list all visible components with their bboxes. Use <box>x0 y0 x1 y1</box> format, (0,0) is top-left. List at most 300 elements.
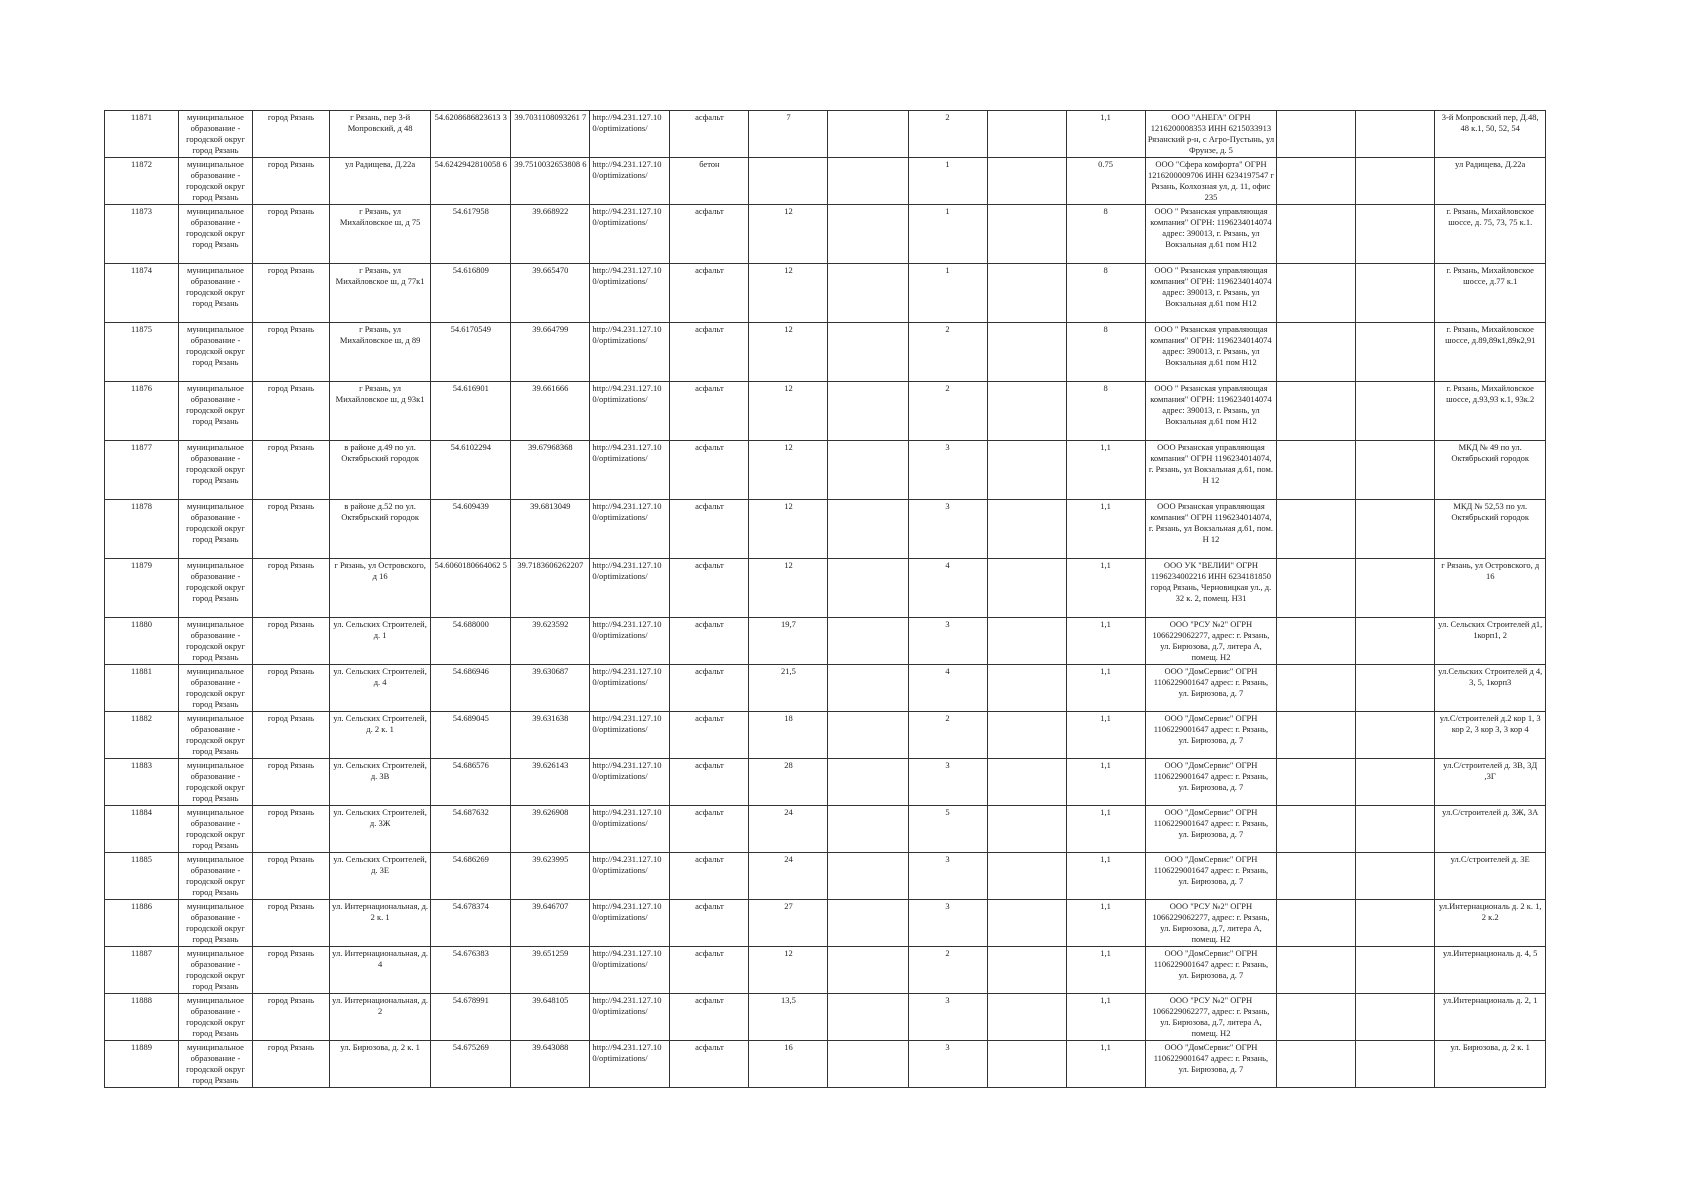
cell-volume: 1,1 <box>1066 994 1145 1041</box>
cell-blank-3 <box>1277 853 1356 900</box>
cell-volume: 1,1 <box>1066 559 1145 618</box>
cell-blank-4 <box>1356 712 1435 759</box>
cell-municipality: муниципальное образование - городской округ город Рязань <box>178 759 252 806</box>
cell-blank-1 <box>828 994 908 1041</box>
cell-id: 11888 <box>105 994 179 1041</box>
table-body <box>105 111 1546 1088</box>
cell-blank-4 <box>1356 382 1435 441</box>
cell-served-buildings: ул.Интернациональ д. 2, 1 <box>1435 994 1546 1041</box>
cell-longitude: 39.646707 <box>511 900 590 947</box>
cell-address: ул. Сельских Строителей, д. 2 к. 1 <box>329 712 430 759</box>
cell-longitude: 39.623995 <box>511 853 590 900</box>
cell-area: 16 <box>749 1041 828 1088</box>
cell-blank-1 <box>828 1041 908 1088</box>
cell-blank-4 <box>1356 853 1435 900</box>
cell-id: 11879 <box>105 559 179 618</box>
cell-count: 2 <box>908 382 987 441</box>
cell-blank-2 <box>987 1041 1066 1088</box>
table-row <box>105 441 1546 500</box>
table-row <box>105 759 1546 806</box>
cell-municipality: муниципальное образование - городской округ город Рязань <box>178 712 252 759</box>
cell-blank-4 <box>1356 994 1435 1041</box>
cell-surface: асфальт <box>670 205 749 264</box>
cell-count: 2 <box>908 712 987 759</box>
table-row <box>105 500 1546 559</box>
cell-blank-1 <box>828 947 908 994</box>
cell-longitude: 39.67968368 <box>511 441 590 500</box>
cell-blank-1 <box>828 441 908 500</box>
cell-surface: асфальт <box>670 665 749 712</box>
cell-blank-1 <box>828 712 908 759</box>
cell-latitude: 54.687632 <box>431 806 511 853</box>
cell-surface: асфальт <box>670 323 749 382</box>
cell-served-buildings: ул Радищева, Д.22а <box>1435 158 1546 205</box>
cell-served-buildings: ул.С/строителей д. 3Е <box>1435 853 1546 900</box>
cell-volume: 8 <box>1066 205 1145 264</box>
cell-url: http://94.231.127.10 0/optimizations/ <box>590 994 670 1041</box>
cell-blank-4 <box>1356 1041 1435 1088</box>
cell-latitude: 54.686576 <box>431 759 511 806</box>
cell-url: http://94.231.127.10 0/optimizations/ <box>590 806 670 853</box>
cell-organization: ООО "ДомСервис" ОГРН 1106229001647 адрес: г. Рязань, ул. Бирюзова, д. 7 <box>1145 947 1277 994</box>
cell-id: 11881 <box>105 665 179 712</box>
cell-area: 12 <box>749 205 828 264</box>
cell-settlement: город Рязань <box>252 947 329 994</box>
cell-surface: асфальт <box>670 441 749 500</box>
cell-volume: 1,1 <box>1066 500 1145 559</box>
cell-volume: 1,1 <box>1066 900 1145 947</box>
cell-area: 12 <box>749 382 828 441</box>
cell-blank-2 <box>987 382 1066 441</box>
cell-count: 3 <box>908 759 987 806</box>
cell-municipality: муниципальное образование - городской округ город Рязань <box>178 500 252 559</box>
cell-settlement: город Рязань <box>252 205 329 264</box>
cell-blank-3 <box>1277 712 1356 759</box>
cell-url: http://94.231.127.10 0/optimizations/ <box>590 853 670 900</box>
cell-blank-2 <box>987 806 1066 853</box>
cell-municipality: муниципальное образование - городской округ город Рязань <box>178 559 252 618</box>
cell-longitude: 39.668922 <box>511 205 590 264</box>
cell-served-buildings: ул.Сельских Строителей д 4, 3, 5, 1корп3 <box>1435 665 1546 712</box>
cell-volume: 1,1 <box>1066 618 1145 665</box>
cell-organization: ООО " Рязанская управляющая компания" ОГРН: 1196234014074 адрес: 390013, г. Рязань, ул Вокзальная д.61 пом Н12 <box>1145 382 1277 441</box>
cell-municipality: муниципальное образование - городской округ город Рязань <box>178 853 252 900</box>
cell-blank-3 <box>1277 994 1356 1041</box>
cell-volume: 8 <box>1066 382 1145 441</box>
cell-municipality: муниципальное образование - городской округ город Рязань <box>178 441 252 500</box>
table-row <box>105 853 1546 900</box>
cell-blank-3 <box>1277 111 1356 158</box>
cell-url: http://94.231.127.10 0/optimizations/ <box>590 665 670 712</box>
cell-blank-4 <box>1356 323 1435 382</box>
cell-served-buildings: г. Рязань, Михайловское шоссе, д.93,93 к.1, 93к.2 <box>1435 382 1546 441</box>
cell-latitude: 54.686946 <box>431 665 511 712</box>
cell-blank-2 <box>987 441 1066 500</box>
cell-municipality: муниципальное образование - городской округ город Рязань <box>178 382 252 441</box>
cell-address: в районе д.49 по ул. Октябрьский городок <box>329 441 430 500</box>
cell-surface: асфальт <box>670 994 749 1041</box>
cell-area: 13,5 <box>749 994 828 1041</box>
cell-area: 12 <box>749 559 828 618</box>
cell-area: 12 <box>749 264 828 323</box>
table-row <box>105 264 1546 323</box>
cell-blank-3 <box>1277 500 1356 559</box>
cell-served-buildings: г. Рязань, Михайловское шоссе, д.89,89к1,89к2,91 <box>1435 323 1546 382</box>
cell-surface: асфальт <box>670 618 749 665</box>
cell-volume: 1,1 <box>1066 759 1145 806</box>
cell-blank-2 <box>987 205 1066 264</box>
cell-latitude: 54.689045 <box>431 712 511 759</box>
cell-address: ул. Интернациональная, д. 4 <box>329 947 430 994</box>
cell-surface: асфальт <box>670 900 749 947</box>
cell-id: 11872 <box>105 158 179 205</box>
cell-latitude: 54.6102294 <box>431 441 511 500</box>
cell-blank-2 <box>987 853 1066 900</box>
table-row <box>105 947 1546 994</box>
cell-area: 28 <box>749 759 828 806</box>
cell-address: ул. Сельских Строителей, д. 3Е <box>329 853 430 900</box>
cell-blank-2 <box>987 111 1066 158</box>
cell-surface: асфальт <box>670 712 749 759</box>
cell-blank-1 <box>828 323 908 382</box>
cell-longitude: 39.7183606262207 <box>511 559 590 618</box>
cell-count: 4 <box>908 665 987 712</box>
cell-volume: 1,1 <box>1066 853 1145 900</box>
cell-organization: ООО "ДомСервис" ОГРН 1106229001647 адрес: г. Рязань, ул. Бирюзова, д. 7 <box>1145 806 1277 853</box>
cell-blank-2 <box>987 759 1066 806</box>
cell-count: 3 <box>908 900 987 947</box>
cell-surface: асфальт <box>670 806 749 853</box>
cell-url: http://94.231.127.10 0/optimizations/ <box>590 205 670 264</box>
cell-volume: 1,1 <box>1066 441 1145 500</box>
cell-municipality: муниципальное образование - городской округ город Рязань <box>178 1041 252 1088</box>
cell-url: http://94.231.127.10 0/optimizations/ <box>590 158 670 205</box>
cell-address: ул. Сельских Строителей, д. 3Ж <box>329 806 430 853</box>
cell-address: в районе д.52 по ул. Октябрьский городок <box>329 500 430 559</box>
cell-latitude: 54.678991 <box>431 994 511 1041</box>
cell-id: 11878 <box>105 500 179 559</box>
cell-longitude: 39.7510032653808 6 <box>511 158 590 205</box>
cell-url: http://94.231.127.10 0/optimizations/ <box>590 323 670 382</box>
cell-latitude: 54.686269 <box>431 853 511 900</box>
cell-municipality: муниципальное образование - городской округ город Рязань <box>178 665 252 712</box>
cell-area: 24 <box>749 806 828 853</box>
cell-blank-1 <box>828 806 908 853</box>
cell-id: 11877 <box>105 441 179 500</box>
cell-blank-3 <box>1277 665 1356 712</box>
cell-organization: ООО Рязанская управляющая компания" ОГРН 1196234014074, г. Рязань, ул Вокзальная д.61, пом. Н 12 <box>1145 441 1277 500</box>
cell-longitude: 39.664799 <box>511 323 590 382</box>
cell-id: 11885 <box>105 853 179 900</box>
cell-url: http://94.231.127.10 0/optimizations/ <box>590 947 670 994</box>
cell-area: 12 <box>749 947 828 994</box>
cell-blank-1 <box>828 900 908 947</box>
cell-volume: 0.75 <box>1066 158 1145 205</box>
cell-served-buildings: ул.С/строителей д. 3Ж, 3А <box>1435 806 1546 853</box>
cell-blank-3 <box>1277 158 1356 205</box>
cell-surface: бетон <box>670 158 749 205</box>
cell-organization: ООО " Рязанская управляющая компания" ОГРН: 1196234014074 адрес: 390013, г. Рязань, ул Вокзальная д.61 пом Н12 <box>1145 205 1277 264</box>
cell-organization: ООО "ДомСервис" ОГРН 1106229001647 адрес: г. Рязань, ул. Бирюзова, д. 7 <box>1145 853 1277 900</box>
cell-served-buildings: МКД № 52,53 по ул. Октябрьский городок <box>1435 500 1546 559</box>
cell-blank-3 <box>1277 382 1356 441</box>
cell-address: ул. Интернациональная, д. 2 к. 1 <box>329 900 430 947</box>
cell-blank-3 <box>1277 947 1356 994</box>
cell-settlement: город Рязань <box>252 382 329 441</box>
cell-latitude: 54.6208686823613 3 <box>431 111 511 158</box>
cell-url: http://94.231.127.10 0/optimizations/ <box>590 264 670 323</box>
cell-blank-4 <box>1356 500 1435 559</box>
cell-organization: ООО УК "ВЕЛИИ" ОГРН 1196234002216 ИНН 6234181850 город Рязань, Черновицкая ул., д. 32 к. 2, помещ. Н31 <box>1145 559 1277 618</box>
cell-served-buildings: ул.Интернациональ д. 4, 5 <box>1435 947 1546 994</box>
cell-blank-4 <box>1356 665 1435 712</box>
cell-longitude: 39.623592 <box>511 618 590 665</box>
cell-settlement: город Рязань <box>252 1041 329 1088</box>
cell-blank-1 <box>828 759 908 806</box>
cell-latitude: 54.676383 <box>431 947 511 994</box>
cell-surface: асфальт <box>670 853 749 900</box>
table-row <box>105 712 1546 759</box>
cell-surface: асфальт <box>670 759 749 806</box>
cell-blank-3 <box>1277 759 1356 806</box>
cell-count: 1 <box>908 205 987 264</box>
cell-blank-2 <box>987 323 1066 382</box>
cell-served-buildings: 3-й Мопровский пер, Д.48, 48 к.1, 50, 52, 54 <box>1435 111 1546 158</box>
cell-volume: 8 <box>1066 323 1145 382</box>
cell-served-buildings: ул.С/строителей д.2 кор 1, 3 кор 2, 3 кор 3, 3 кор 4 <box>1435 712 1546 759</box>
cell-blank-2 <box>987 712 1066 759</box>
cell-served-buildings: ул. Сельских Строителей д1, 1корп1, 2 <box>1435 618 1546 665</box>
cell-blank-4 <box>1356 264 1435 323</box>
cell-latitude: 54.6170549 <box>431 323 511 382</box>
table-row <box>105 111 1546 158</box>
cell-id: 11889 <box>105 1041 179 1088</box>
cell-settlement: город Рязань <box>252 806 329 853</box>
cell-volume: 8 <box>1066 264 1145 323</box>
cell-organization: ООО " Рязанская управляющая компания" ОГРН: 1196234014074 адрес: 390013, г. Рязань, ул Вокзальная д.61 пом Н12 <box>1145 323 1277 382</box>
cell-municipality: муниципальное образование - городской округ город Рязань <box>178 806 252 853</box>
cell-volume: 1,1 <box>1066 712 1145 759</box>
cell-organization: ООО "ДомСервис" ОГРН 1106229001647 адрес: г. Рязань, ул. Бирюзова, д. 7 <box>1145 665 1277 712</box>
table-row <box>105 1041 1546 1088</box>
cell-blank-3 <box>1277 559 1356 618</box>
cell-settlement: город Рязань <box>252 559 329 618</box>
cell-latitude: 54.678374 <box>431 900 511 947</box>
cell-blank-3 <box>1277 900 1356 947</box>
cell-volume: 1,1 <box>1066 806 1145 853</box>
cell-longitude: 39.626143 <box>511 759 590 806</box>
cell-organization: ООО "АНЕГА" ОГРН 1216200008353 ИНН 6215033913 Рязанский р-н, с Агро-Пустынь, ул Фрунзе, д. 5 <box>1145 111 1277 158</box>
cell-volume: 1,1 <box>1066 665 1145 712</box>
cell-blank-3 <box>1277 323 1356 382</box>
cell-url: http://94.231.127.10 0/optimizations/ <box>590 618 670 665</box>
cell-municipality: муниципальное образование - городской округ город Рязань <box>178 900 252 947</box>
cell-count: 3 <box>908 500 987 559</box>
cell-latitude: 54.6242942810058 6 <box>431 158 511 205</box>
table-row <box>105 806 1546 853</box>
cell-organization: ООО "РСУ №2" ОГРН 1066229062277, адрес: г. Рязань, ул. Бирюзова, д.7, литера А, помещ. Н2 <box>1145 618 1277 665</box>
cell-blank-4 <box>1356 947 1435 994</box>
cell-blank-1 <box>828 158 908 205</box>
cell-blank-4 <box>1356 559 1435 618</box>
cell-blank-1 <box>828 618 908 665</box>
cell-blank-1 <box>828 665 908 712</box>
cell-id: 11883 <box>105 759 179 806</box>
cell-id: 11882 <box>105 712 179 759</box>
cell-count: 4 <box>908 559 987 618</box>
registry-table <box>104 110 1546 1088</box>
cell-organization: ООО "ДомСервис" ОГРН 1106229001647 адрес: г. Рязань, ул. Бирюзова, д. 7 <box>1145 759 1277 806</box>
cell-settlement: город Рязань <box>252 994 329 1041</box>
cell-blank-3 <box>1277 806 1356 853</box>
cell-address: ул. Сельских Строителей, д. 3В <box>329 759 430 806</box>
cell-blank-4 <box>1356 111 1435 158</box>
cell-served-buildings: МКД № 49 по ул. Октябрьский городок <box>1435 441 1546 500</box>
cell-latitude: 54.616901 <box>431 382 511 441</box>
cell-count: 2 <box>908 323 987 382</box>
cell-area: 18 <box>749 712 828 759</box>
cell-organization: ООО "ДомСервис" ОГРН 1106229001647 адрес: г. Рязань, ул. Бирюзова, д. 7 <box>1145 1041 1277 1088</box>
cell-settlement: город Рязань <box>252 264 329 323</box>
cell-blank-4 <box>1356 158 1435 205</box>
table-row <box>105 900 1546 947</box>
cell-blank-3 <box>1277 441 1356 500</box>
cell-blank-2 <box>987 618 1066 665</box>
cell-address: ул Радищева, Д.22а <box>329 158 430 205</box>
cell-latitude: 54.688000 <box>431 618 511 665</box>
cell-surface: асфальт <box>670 382 749 441</box>
cell-organization: ООО "ДомСервис" ОГРН 1106229001647 адрес: г. Рязань, ул. Бирюзова, д. 7 <box>1145 712 1277 759</box>
cell-address: г Рязань, ул Михайловское ш, д 89 <box>329 323 430 382</box>
cell-municipality: муниципальное образование - городской округ город Рязань <box>178 947 252 994</box>
cell-served-buildings: г Рязань, ул Островского, д 16 <box>1435 559 1546 618</box>
cell-count: 3 <box>908 441 987 500</box>
cell-latitude: 54.609439 <box>431 500 511 559</box>
cell-area: 21,5 <box>749 665 828 712</box>
cell-blank-4 <box>1356 806 1435 853</box>
cell-longitude: 39.665470 <box>511 264 590 323</box>
cell-municipality: муниципальное образование - городской округ город Рязань <box>178 158 252 205</box>
cell-surface: асфальт <box>670 1041 749 1088</box>
cell-settlement: город Рязань <box>252 712 329 759</box>
table-row <box>105 158 1546 205</box>
cell-area: 27 <box>749 900 828 947</box>
cell-address: г Рязань, ул Михайловское ш, д 77к1 <box>329 264 430 323</box>
cell-id: 11871 <box>105 111 179 158</box>
cell-count: 3 <box>908 1041 987 1088</box>
cell-volume: 1,1 <box>1066 947 1145 994</box>
table-row <box>105 559 1546 618</box>
cell-count: 3 <box>908 853 987 900</box>
table-row <box>105 994 1546 1041</box>
cell-longitude: 39.661666 <box>511 382 590 441</box>
cell-id: 11887 <box>105 947 179 994</box>
cell-settlement: город Рязань <box>252 500 329 559</box>
cell-blank-1 <box>828 205 908 264</box>
cell-settlement: город Рязань <box>252 111 329 158</box>
table-row <box>105 665 1546 712</box>
table-row <box>105 205 1546 264</box>
cell-blank-3 <box>1277 205 1356 264</box>
cell-url: http://94.231.127.10 0/optimizations/ <box>590 559 670 618</box>
cell-organization: ООО Рязанская управляющая компания" ОГРН 1196234014074, г. Рязань, ул Вокзальная д.61, пом. Н 12 <box>1145 500 1277 559</box>
cell-blank-1 <box>828 559 908 618</box>
cell-address: г Рязань, пер 3-й Мопровский, д 48 <box>329 111 430 158</box>
cell-url: http://94.231.127.10 0/optimizations/ <box>590 759 670 806</box>
cell-area: 12 <box>749 323 828 382</box>
cell-count: 5 <box>908 806 987 853</box>
cell-blank-2 <box>987 264 1066 323</box>
cell-longitude: 39.6813049 <box>511 500 590 559</box>
cell-settlement: город Рязань <box>252 618 329 665</box>
cell-longitude: 39.643088 <box>511 1041 590 1088</box>
cell-url: http://94.231.127.10 0/optimizations/ <box>590 111 670 158</box>
cell-settlement: город Рязань <box>252 323 329 382</box>
cell-id: 11876 <box>105 382 179 441</box>
cell-address: ул. Бирюзова, д. 2 к. 1 <box>329 1041 430 1088</box>
cell-id: 11884 <box>105 806 179 853</box>
cell-served-buildings: ул.С/строителей д. 3В, 3Д ,3Г <box>1435 759 1546 806</box>
table-row <box>105 618 1546 665</box>
cell-latitude: 54.616809 <box>431 264 511 323</box>
cell-blank-4 <box>1356 759 1435 806</box>
cell-longitude: 39.630687 <box>511 665 590 712</box>
cell-organization: ООО " Рязанская управляющая компания" ОГРН: 1196234014074 адрес: 390013, г. Рязань, ул Вокзальная д.61 пом Н12 <box>1145 264 1277 323</box>
cell-longitude: 39.626908 <box>511 806 590 853</box>
cell-volume: 1,1 <box>1066 111 1145 158</box>
cell-id: 11886 <box>105 900 179 947</box>
cell-blank-2 <box>987 559 1066 618</box>
cell-area: 7 <box>749 111 828 158</box>
cell-surface: асфальт <box>670 500 749 559</box>
table-row <box>105 382 1546 441</box>
cell-address: г Рязань, ул Островского, д 16 <box>329 559 430 618</box>
cell-blank-3 <box>1277 618 1356 665</box>
cell-url: http://94.231.127.10 0/optimizations/ <box>590 900 670 947</box>
cell-municipality: муниципальное образование - городской округ город Рязань <box>178 618 252 665</box>
cell-blank-1 <box>828 382 908 441</box>
cell-url: http://94.231.127.10 0/optimizations/ <box>590 1041 670 1088</box>
cell-area: 19,7 <box>749 618 828 665</box>
cell-count: 1 <box>908 264 987 323</box>
cell-settlement: город Рязань <box>252 158 329 205</box>
cell-blank-3 <box>1277 1041 1356 1088</box>
cell-settlement: город Рязань <box>252 900 329 947</box>
cell-url: http://94.231.127.10 0/optimizations/ <box>590 712 670 759</box>
cell-blank-1 <box>828 500 908 559</box>
cell-blank-1 <box>828 111 908 158</box>
cell-address: ул. Сельских Строителей, д. 4 <box>329 665 430 712</box>
cell-count: 3 <box>908 994 987 1041</box>
cell-blank-2 <box>987 158 1066 205</box>
cell-municipality: муниципальное образование - городской округ город Рязань <box>178 323 252 382</box>
cell-blank-2 <box>987 947 1066 994</box>
cell-blank-4 <box>1356 900 1435 947</box>
cell-address: ул. Сельских Строителей, д. 1 <box>329 618 430 665</box>
cell-municipality: муниципальное образование - городской округ город Рязань <box>178 264 252 323</box>
cell-settlement: город Рязань <box>252 759 329 806</box>
cell-organization: ООО "РСУ №2" ОГРН 1066229062277, адрес: г. Рязань, ул. Бирюзова, д.7, литера А, помещ. Н2 <box>1145 900 1277 947</box>
cell-surface: асфальт <box>670 559 749 618</box>
cell-area <box>749 158 828 205</box>
cell-settlement: город Рязань <box>252 665 329 712</box>
cell-id: 11873 <box>105 205 179 264</box>
cell-count: 1 <box>908 158 987 205</box>
cell-url: http://94.231.127.10 0/optimizations/ <box>590 441 670 500</box>
cell-organization: ООО "РСУ №2" ОГРН 1066229062277, адрес: г. Рязань, ул. Бирюзова, д.7, литера А, помещ. Н2 <box>1145 994 1277 1041</box>
cell-latitude: 54.675269 <box>431 1041 511 1088</box>
cell-served-buildings: г. Рязань, Михайловское шоссе, д.77 к.1 <box>1435 264 1546 323</box>
